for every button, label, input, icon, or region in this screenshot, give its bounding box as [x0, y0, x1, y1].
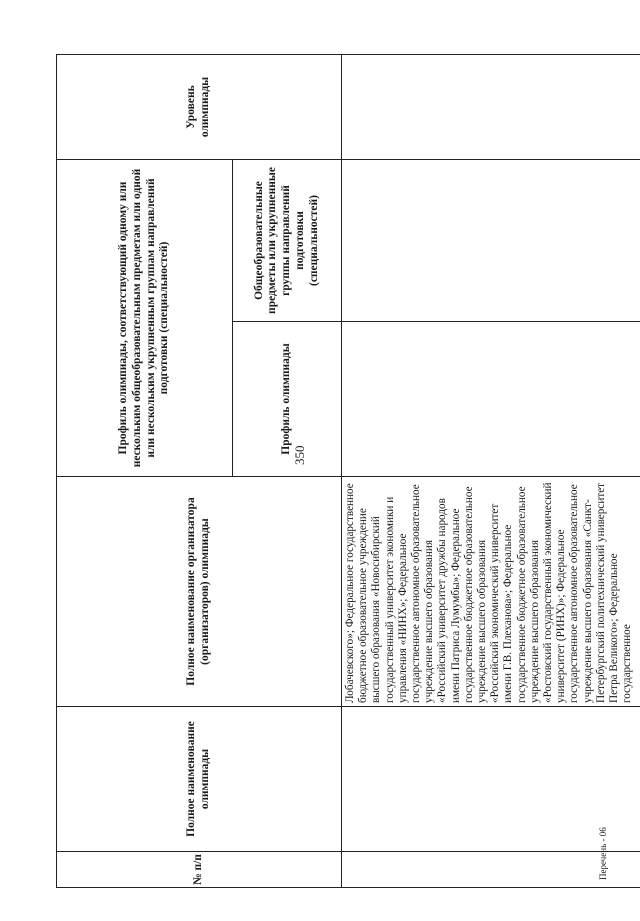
- footer-label: Перечень - 06: [598, 827, 608, 880]
- cell-num: [342, 852, 640, 888]
- header-num: № п/п: [57, 852, 342, 888]
- cell-level: [342, 55, 640, 160]
- header-profile-group: Профиль олимпиады, соответствующий одному или нескольким общеобразовательным предметам или одной или нескольким укрупненным группам направлений подготовки (специальностей): [57, 160, 233, 477]
- cell-full-name: [342, 707, 640, 852]
- header-level: Уровень олимпиады: [57, 55, 342, 160]
- header-profile: Профиль олимпиады: [233, 322, 342, 477]
- header-organizer: Полное наименование организатора (организаторов) олимпиады: [57, 477, 342, 707]
- cell-organizer: Лобачевского»; Федеральное государственное бюджетное образовательное учреждение высшего образования «Новосибирский государственный университет экономики и управления «НИНХ»; Федеральное государственное автономное образовательное учреждение высшего образования «Российский университет дружбы народов имени Патриса Лумумбы»; Федеральное государственное бюджетное образовательное учреждение высшего образования «Российский экономический университет имени Г.В. Плеханова»; Федеральное государственное бюджетное образовательное учреждение высшего образования «Ростовский государственный экономический университет (РИНХ)»; Федеральное государственное автономное образовательное учреждение высшего образования «Санкт-Петербургский политехнический университет Петра Великого»; Федеральное государственное: [342, 477, 640, 707]
- cell-profile: [342, 322, 640, 477]
- olympiad-table: [56, 54, 640, 888]
- cell-subjects: [342, 160, 640, 322]
- header-subjects: Общеобразовательные предметы или укрупненные группы направлений подготовки (специальностей): [233, 160, 342, 322]
- header-full-name: Полное наименование олимпиады: [57, 707, 342, 852]
- page-number: 350: [292, 445, 307, 465]
